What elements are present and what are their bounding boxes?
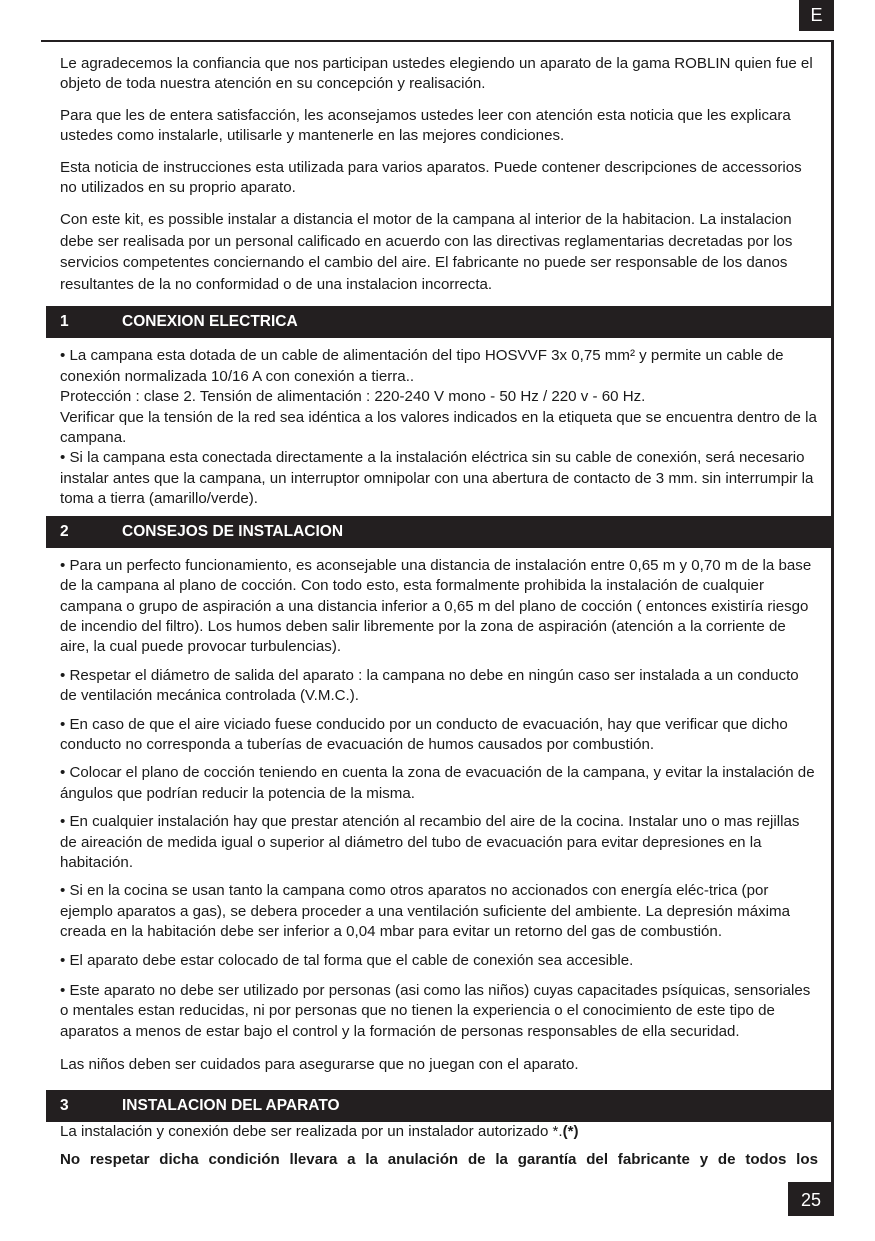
warranty-warning: No respetar dicha condición llevara a la anulación de la garantía del fabricante y de todos los	[60, 1151, 818, 1169]
section-title: CONSEJOS DE INSTALACION	[122, 522, 344, 540]
section-header-appliance-installation	[46, 1090, 832, 1122]
list-item: Las niños deben ser cuidados para asegurarse que no juegan con el aparato.	[60, 1056, 579, 1074]
section-title: INSTALACION DEL APARATO	[122, 1096, 340, 1114]
body-paragraph: Protección : clase 2. Tensión de alimentación : 220-240 V mono - 50 Hz / 220 v - 60 Hz.	[60, 388, 646, 406]
body-paragraph: • La campana esta dotada de un cable de alimentación del tipo HOSVVF 3x 0,75 mm² y permite un cable de conexión normalizada 10/16 A con conexión a tierra..	[60, 347, 784, 385]
section-number: 1	[60, 313, 69, 331]
list-item: • En cualquier instalación hay que prestar atención al recambio del aire de la cocina. Instalar uno o mas rejillas de aireación de medida igual o superior al diámetro del tubo de evacuación para evitar depresiones en la habitación.	[60, 813, 800, 871]
top-rule	[41, 40, 834, 42]
body-paragraph: Verificar que la tensión de la red sea idéntica a los valores indicados en la etiqueta que se encuentra dentro de la campana.	[60, 408, 817, 447]
list-item: • Colocar el plano de cocción teniendo en cuenta la zona de evacuación de la campana, y evitar la instalación de ángulos que podrían reducir la potencia de la misma.	[60, 764, 815, 802]
page-number: 25	[788, 1182, 834, 1216]
language-tab: E	[799, 0, 834, 31]
intro-paragraph: Con este kit, es possible instalar a distancia el motor de la campana al interior de la habitacion. La instalacion debe ser realisada por un personal calificado en acuerdo con las directivas reglamentarias decretadas por los servicios competentes conciernando el cambio del aire. El fabricante no puede ser responsable de los danos resultantes de la no conformidad o de una instalacion incorrecta.	[60, 211, 793, 293]
section-number: 3	[60, 1096, 69, 1114]
footnote-mark: (*)	[562, 1122, 579, 1140]
section-body-appliance-installation	[60, 1122, 818, 1171]
right-rule	[831, 40, 834, 1190]
list-item: • Si en la cocina se usan tanto la campana como otros aparatos no accionados con energía eléc-trica (por ejemplo aparatos a gas), se debera proceder a una ventilación suficiente del ambiente. La depresión máxima creada en la habitación debe ser inferior a 0,04 mbar para evitar un retorno del gas de combustión.	[60, 882, 790, 941]
section-body-electrical	[60, 346, 818, 509]
intro-paragraph: Le agradecemos la confiancia que nos participan ustedes elegiendo un aparato de la gama ROBLIN quien fue el objeto de toda nuestra atención en su concepción y realisación.	[60, 55, 813, 93]
section-body-installation-advice	[60, 556, 818, 1076]
section-title: CONEXION ELECTRICA	[122, 313, 298, 331]
list-item: • En caso de que el aire viciado fuese conducido por un conducto de evacuación, hay que verificar que dicho conducto no corresponda a tuberías de evacuación de humos causados por combustión.	[60, 715, 788, 753]
intro-paragraph: Esta noticia de instrucciones esta utilizada para varios aparatos. Puede contener descripciones de accessorios no utilizados en su proprio aparato.	[60, 158, 802, 197]
intro-paragraph: Para que les de entera satisfacción, les aconsejamos ustedes leer con atención esta noticia que les explicara ustedes como instalarle, utilisarle y mantenerle en las mejores condiciones.	[60, 106, 791, 145]
list-item: • El aparato debe estar colocado de tal forma que el cable de conexión sea accesible.	[60, 951, 634, 969]
body-paragraph: • Si la campana esta conectada directamente a la instalación eléctrica sin su cable de conexión, será necesario instalar antes que la campana, un interruptor omnipolar con una abertura de contacto de 3 mm. sin interrumpir la toma a tierra (amarillo/verde).	[60, 449, 814, 508]
installer-note: La instalación y conexión debe ser realizada por un instalador autorizado *.	[60, 1122, 563, 1140]
section-header-installation-advice	[46, 516, 832, 548]
section-number: 2	[60, 522, 69, 540]
section-header-electrical	[46, 306, 832, 338]
page-content	[60, 54, 818, 1170]
body-paragraph	[60, 1122, 818, 1142]
list-item: • Para un perfecto funcionamiento, es aconsejable una distancia de instalación entre 0,65 m y 0,70 m de la base de la campana al plano de cocción. Con todo esto, esta formalmente prohibida la instalación de cualquier campana o grupo de aspiración a una distancia inferior a 0,65 m del plano de cocción ( entonces existiría riesgo de incendio del filtro). Los humos deben salir libremente por la zona de aspiración (atención a la corriente de aire, la cual puede provocar turbulencias).	[60, 556, 812, 656]
list-item: • Respetar el diámetro de salida del aparato : la campana no debe en ningún caso ser instalada a un conducto de ventilación mecánica controlada (V.M.C.).	[60, 666, 799, 705]
list-item: • Este aparato no debe ser utilizado por personas (asi como las niños) cuyas capacitades psíquicas, sensoriales o mentales estan reducidas, ni por personas que no tienen la experiencia o el conocimiento de este tipo de aparatos a menos de estar bajo el control y la formación de personas responsables de ella securidad.	[60, 982, 811, 1040]
